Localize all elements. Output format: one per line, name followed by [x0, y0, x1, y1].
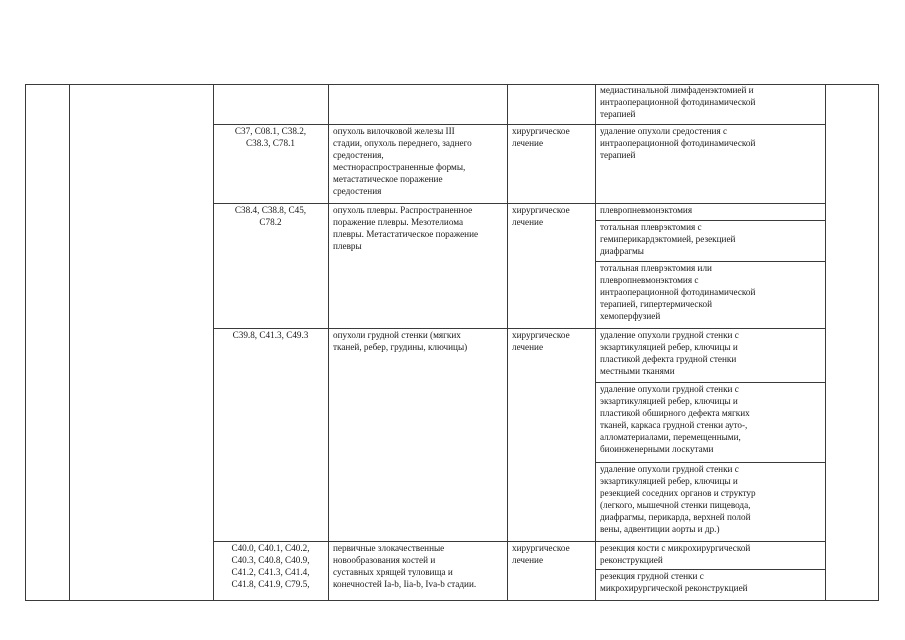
method-cell: резекция грудной стенки с микрохирургической реконструкцией: [600, 571, 748, 593]
icd-codes-cell: C37, C08.1, C38.2, C38.3, C78.1: [234, 126, 307, 148]
method-cell: тотальная плеврэктомия или плевропневмонэктомия с интраоперационной фотодинамической терапией, гипертермической хемоперфузией: [600, 263, 756, 321]
icd-codes-cell: C39.8, C41.3, C49.3: [232, 330, 309, 340]
row-divider: [213, 124, 825, 125]
column-divider: [595, 84, 596, 601]
row-divider: [213, 541, 825, 542]
method-cell: удаление опухоли грудной стенки с экзартикуляцией ребер, ключицы и пластикой обширного дефекта мягких тканей, каркаса грудной стенки ауто-, алломатериалами, перемещенными, биоинженерными лоскутами: [600, 384, 750, 454]
treatment-cell: хирургическое лечение: [512, 205, 570, 227]
condition-cell: опухоли грудной стенки (мягких тканей, ребер, грудины, ключицы): [333, 330, 468, 352]
method-divider: [595, 220, 825, 221]
method-cell: удаление опухоли средостения с интраоперационной фотодинамической терапией: [600, 126, 756, 160]
method-cell: резекция кости с микрохирургической реконструкцией: [600, 543, 751, 565]
icd-codes-cell: C40.0, C40.1, C40.2, C40.3, C40.8, C40.9, C41.2, C41.3, C41.4, C41.8, C41.9, C79.5,: [231, 543, 310, 589]
method-divider: [595, 382, 825, 383]
column-divider: [825, 84, 826, 601]
condition-cell: опухоль вилочковой железы III стадии, опухоль переднего, заднего средостения, местнораспространенные формы, метастатическое поражение средостения: [333, 126, 472, 196]
column-divider: [69, 84, 70, 601]
column-divider: [213, 84, 214, 601]
method-divider: [595, 462, 825, 463]
method-cell: удаление опухоли грудной стенки с экзартикуляцией ребер, ключицы и пластикой дефекта грудной стенки местными тканями: [600, 330, 739, 376]
column-divider: [507, 84, 508, 601]
icd-codes-cell: C38.4, C38.8, C45, C78.2: [234, 205, 307, 227]
table-bottom-border: [25, 600, 878, 601]
treatment-cell: хирургическое лечение: [512, 543, 570, 565]
method-cell: медиастинальной лимфаденэктомией и интраоперационной фотодинамической терапией: [600, 85, 756, 119]
method-divider: [595, 569, 825, 570]
method-cell: удаление опухоли грудной стенки с экзартикуляцией ребер, ключицы и резекцией соседних органов и структур (легкого, мышечной стенки пищевода, диафрагмы, перикарда, верхней полой вены, адвентиции аорты и др.): [600, 464, 756, 534]
row-divider: [213, 203, 825, 204]
row-divider: [213, 328, 825, 329]
column-divider: [328, 84, 329, 601]
condition-cell: опухоль плевры. Распространенное поражение плевры. Мезотелиома плевры. Метастатическое поражение плевры: [333, 205, 479, 251]
method-divider: [595, 261, 825, 262]
treatment-cell: хирургическое лечение: [512, 330, 570, 352]
treatment-cell: хирургическое лечение: [512, 126, 570, 148]
method-cell: плевропневмонэктомия: [600, 205, 693, 215]
method-cell: тотальная плеврэктомия с гемиперикардэктомией, резекцией диафрагмы: [600, 222, 736, 256]
table-right-border: [878, 84, 879, 601]
condition-cell: первичные злокачественные новообразования костей и суставных хрящей туловища и конечностей Ia-b, Iia-b, Iva-b стадии.: [333, 543, 477, 589]
table-left-border: [25, 84, 26, 601]
